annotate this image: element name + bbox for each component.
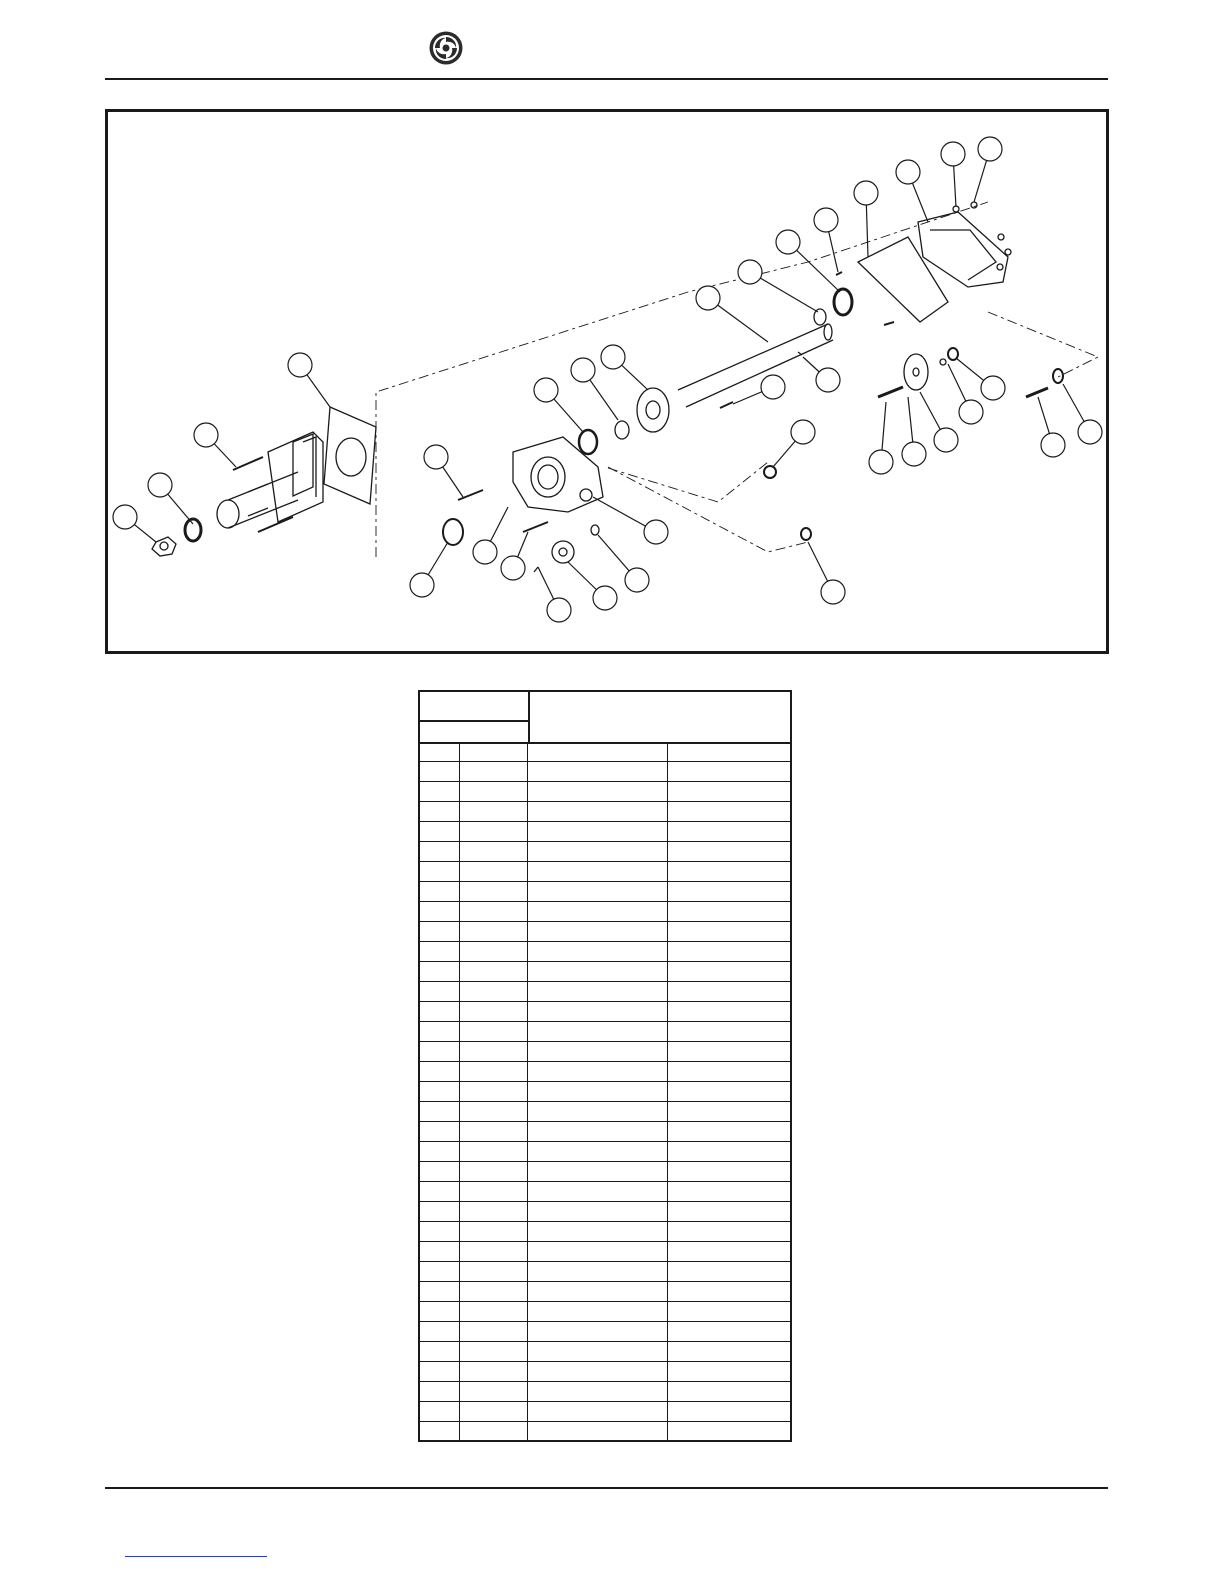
table-cell [420, 1342, 460, 1361]
table-cell [668, 1202, 790, 1221]
table-row [420, 1162, 790, 1182]
table-cell [668, 982, 790, 1001]
table-cell [528, 842, 668, 861]
table-cell [460, 1042, 528, 1061]
table-cell [668, 1422, 790, 1442]
table-cell [460, 1002, 528, 1021]
table-cell [420, 1262, 460, 1281]
table-cell [460, 1182, 528, 1201]
table-row [420, 1242, 790, 1262]
table-cell [528, 1382, 668, 1401]
table-cell [668, 1282, 790, 1301]
table-cell [420, 1222, 460, 1241]
table-cell [528, 822, 668, 841]
table-cell [460, 842, 528, 861]
table-cell [528, 1042, 668, 1061]
table-row [420, 762, 790, 782]
table-row [420, 1302, 790, 1322]
table-cell [528, 962, 668, 981]
table-cell [668, 1162, 790, 1181]
table-row [420, 1262, 790, 1282]
table-row [420, 1422, 790, 1442]
table-cell [420, 1022, 460, 1041]
table-cell [528, 1082, 668, 1101]
table-cell [528, 1222, 668, 1241]
table-cell [460, 1342, 528, 1361]
table-cell [420, 1282, 460, 1301]
table-cell [420, 822, 460, 841]
table-cell [420, 802, 460, 821]
table-cell [420, 982, 460, 1001]
table-cell [460, 1162, 528, 1181]
table-row [420, 882, 790, 902]
table-cell [668, 1042, 790, 1061]
table-cell [460, 1102, 528, 1121]
table-cell [668, 1062, 790, 1081]
table-cell [460, 1262, 528, 1281]
table-cell [668, 1302, 790, 1321]
table-cell [528, 1422, 668, 1442]
table-cell [668, 902, 790, 921]
table-cell [460, 1242, 528, 1261]
table-cell [668, 1222, 790, 1241]
table-cell [668, 922, 790, 941]
table-row [420, 742, 790, 762]
table-cell [668, 822, 790, 841]
table-cell [668, 1402, 790, 1421]
table-row [420, 862, 790, 882]
table-row [420, 802, 790, 822]
table-cell [420, 1362, 460, 1381]
table-cell [420, 962, 460, 981]
table-cell [460, 1142, 528, 1161]
table-cell [460, 762, 528, 781]
table-row [420, 962, 790, 982]
table-row [420, 822, 790, 842]
table-cell [528, 982, 668, 1001]
table-cell [420, 882, 460, 901]
table-row [420, 782, 790, 802]
table-cell [668, 1142, 790, 1161]
table-row [420, 1342, 790, 1362]
table-cell [668, 742, 790, 761]
table-cell [420, 902, 460, 921]
table-cell [460, 882, 528, 901]
table-row [420, 1142, 790, 1162]
table-cell [668, 962, 790, 981]
table-cell [668, 1322, 790, 1341]
table-cell [668, 802, 790, 821]
table-cell [668, 1382, 790, 1401]
footer-link-underline[interactable] [125, 1556, 267, 1557]
table-cell [460, 922, 528, 941]
table-row [420, 1102, 790, 1122]
table-row [420, 922, 790, 942]
table-cell [528, 1342, 668, 1361]
table-cell [420, 1202, 460, 1221]
table-cell [420, 1242, 460, 1261]
table-cell [528, 1122, 668, 1141]
table-cell [420, 1382, 460, 1401]
table-row [420, 942, 790, 962]
table-row [420, 982, 790, 1002]
table-cell [668, 1342, 790, 1361]
table-cell [528, 1182, 668, 1201]
table-row [420, 902, 790, 922]
table-cell [528, 1402, 668, 1421]
footer-rule [105, 1487, 1108, 1489]
table-cell [528, 1322, 668, 1341]
table-cell [420, 1102, 460, 1121]
table-row [420, 1002, 790, 1022]
table-row [420, 1322, 790, 1342]
table-row [420, 1282, 790, 1302]
table-row [420, 1222, 790, 1242]
table-cell [420, 842, 460, 861]
table-cell [668, 842, 790, 861]
table-cell [460, 1202, 528, 1221]
table-cell [668, 782, 790, 801]
table-cell [460, 1222, 528, 1241]
table-cell [460, 1062, 528, 1081]
table-cell [460, 1422, 528, 1442]
table-cell [420, 1142, 460, 1161]
table-row [420, 1082, 790, 1102]
table-cell [528, 902, 668, 921]
table-cell [420, 1182, 460, 1201]
table-cell [668, 1242, 790, 1261]
table-cell [528, 1362, 668, 1381]
table-cell [460, 822, 528, 841]
table-cell [420, 862, 460, 881]
table-cell [528, 802, 668, 821]
table-cell [528, 1022, 668, 1041]
header-rule [105, 78, 1108, 80]
table-cell [460, 782, 528, 801]
table-cell [668, 1082, 790, 1101]
exploded-view-diagram [105, 109, 1109, 654]
table-cell [460, 1022, 528, 1041]
table-cell [668, 1022, 790, 1041]
table-cell [528, 742, 668, 761]
table-cell [420, 782, 460, 801]
table-cell [460, 942, 528, 961]
table-cell [528, 1162, 668, 1181]
table-cell [420, 922, 460, 941]
table-cell [420, 1122, 460, 1141]
table-cell [668, 1262, 790, 1281]
table-cell [528, 1302, 668, 1321]
table-cell [420, 1002, 460, 1021]
table-cell [460, 1322, 528, 1341]
table-row [420, 1382, 790, 1402]
table-cell [460, 742, 528, 761]
table-row [420, 1022, 790, 1042]
table-row [420, 1182, 790, 1202]
table-cell [528, 1242, 668, 1261]
table-cell [528, 1062, 668, 1081]
table-cell [668, 882, 790, 901]
table-cell [460, 1302, 528, 1321]
table-cell [420, 1302, 460, 1321]
table-row [420, 842, 790, 862]
table-cell [668, 862, 790, 881]
table-cell [528, 1202, 668, 1221]
table-cell [460, 1282, 528, 1301]
table-row [420, 1362, 790, 1382]
table-cell [460, 1082, 528, 1101]
table-cell [668, 1122, 790, 1141]
table-cell [668, 1362, 790, 1381]
table-cell [420, 1322, 460, 1341]
table-cell [528, 1282, 668, 1301]
table-cell [528, 1002, 668, 1021]
table-cell [528, 1102, 668, 1121]
table-cell [420, 762, 460, 781]
table-cell [528, 862, 668, 881]
table-row [420, 1202, 790, 1222]
table-cell [460, 1402, 528, 1421]
table-cell [460, 982, 528, 1001]
parts-list-table [418, 690, 792, 1442]
table-cell [420, 1042, 460, 1061]
table-cell [460, 962, 528, 981]
table-cell [420, 1062, 460, 1081]
table-cell [668, 1102, 790, 1121]
table-cell [420, 1422, 460, 1442]
company-logo-icon [428, 30, 464, 66]
table-row [420, 1402, 790, 1422]
table-cell [528, 782, 668, 801]
table-cell [528, 882, 668, 901]
table-cell [420, 1402, 460, 1421]
table-cell [528, 1142, 668, 1161]
table-row [420, 1062, 790, 1082]
table-cell [528, 762, 668, 781]
table-cell [420, 1082, 460, 1101]
table-cell [460, 1122, 528, 1141]
table-cell [460, 1382, 528, 1401]
table-cell [420, 1162, 460, 1181]
table-cell [460, 1362, 528, 1381]
table-cell [668, 762, 790, 781]
table-cell [668, 1002, 790, 1021]
table-row [420, 1122, 790, 1142]
table-header [420, 692, 790, 744]
table-cell [528, 922, 668, 941]
table-cell [420, 742, 460, 761]
table-body [420, 742, 790, 1440]
table-cell [528, 1262, 668, 1281]
table-cell [460, 802, 528, 821]
table-cell [420, 942, 460, 961]
table-row [420, 1042, 790, 1062]
table-cell [668, 1182, 790, 1201]
table-cell [668, 942, 790, 961]
table-cell [460, 862, 528, 881]
table-cell [460, 902, 528, 921]
exploded-view-drawing [108, 112, 1106, 651]
table-cell [528, 942, 668, 961]
